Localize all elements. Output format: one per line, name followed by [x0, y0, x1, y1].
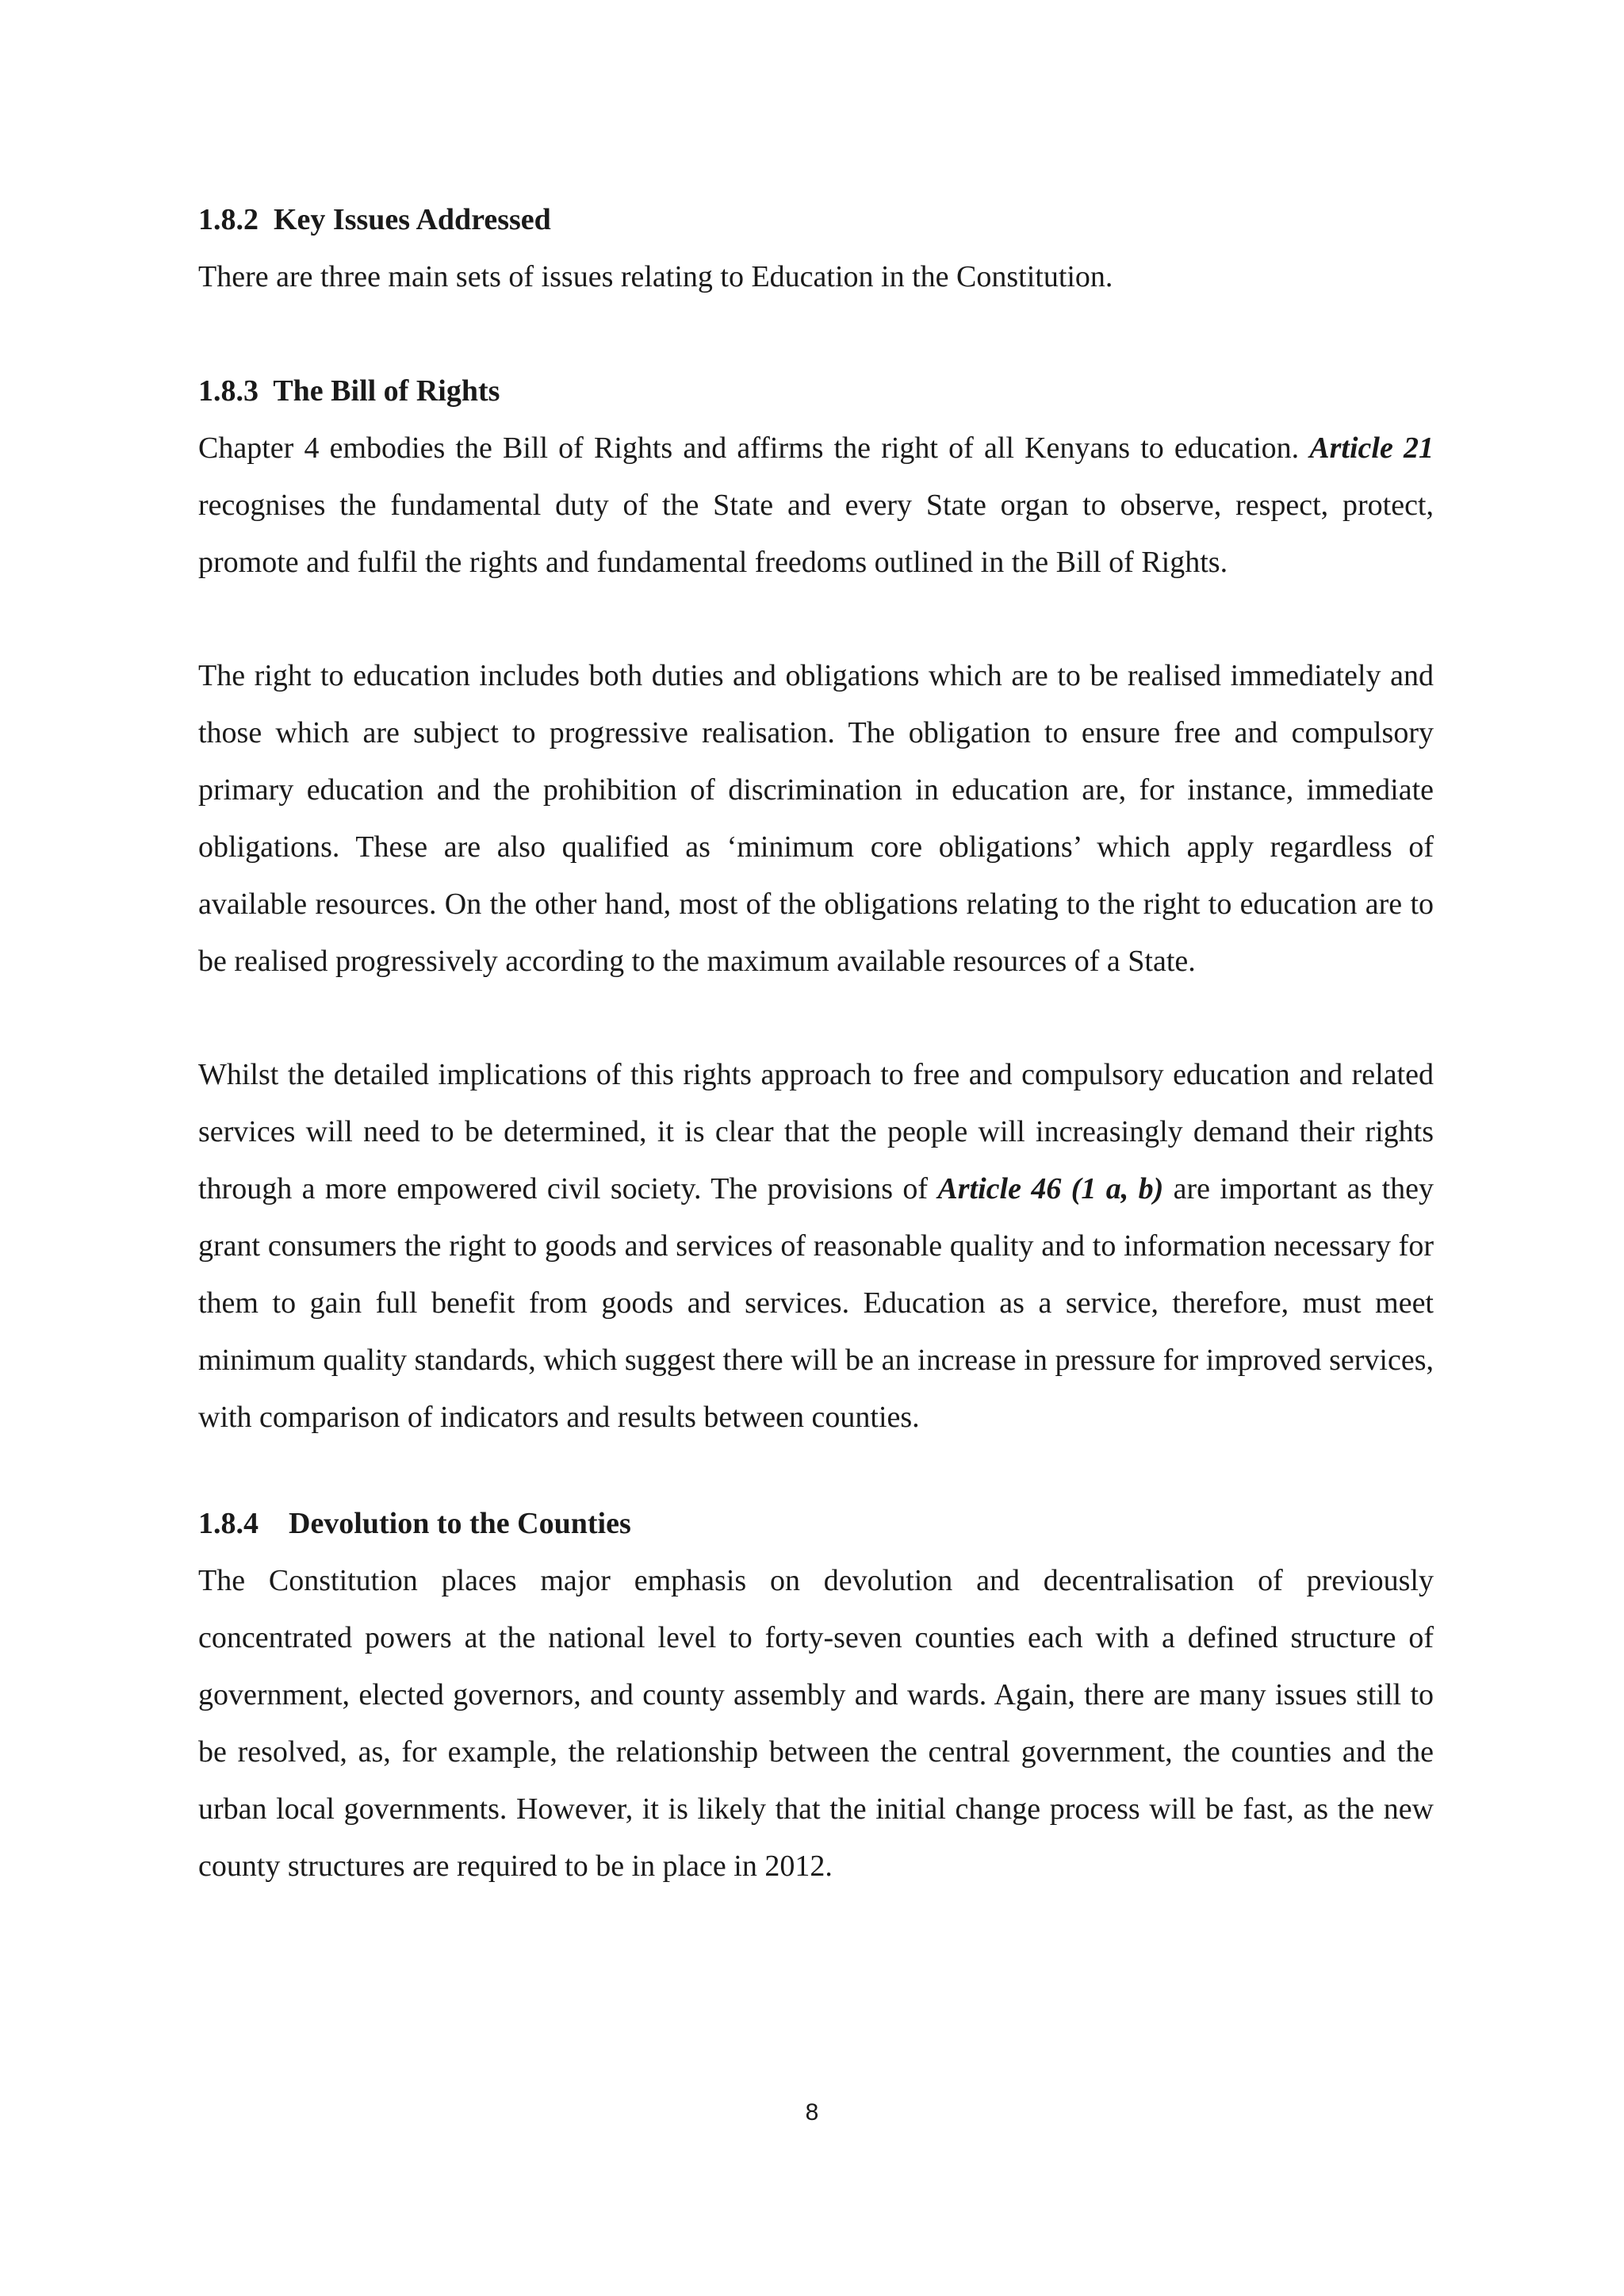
paragraph-bill-of-rights-2: The right to education includes both duties and obligations which are to be realised immediately and those which are subject to progressive realisation. The obligation to ensure free and compulsory primary education and the prohibition of discrimination in education are, for instance, immediate obligations. These are also qualified as ‘minimum core obligations’ which apply regardless of available resources. On the other hand, most of the obligations relating to the right to education are to be realised progressively according to the maximum available resources of a State. [198, 659, 1434, 978]
heading-devolution: 1.8.4 Devolution to the Counties [198, 1507, 631, 1540]
heading-bill-of-rights: 1.8.3 The Bill of Rights [198, 374, 500, 408]
heading-key-issues: 1.8.2 Key Issues Addressed [198, 203, 551, 236]
text-run: are important as they grant consumers the right to goods and services of reasonable quality and to information necessary for them to gain full benefit from goods and services. Education as a service, therefore, must meet minimum quality standards, which suggest there will be an increase in pressure for improved services, with comparison of indicators and results between counties. [198, 1172, 1434, 1434]
paragraph-bill-of-rights-1 [198, 420, 1434, 591]
article-46-reference: Article 46 (1 a, b) [937, 1172, 1164, 1205]
paragraph-key-issues: There are three main sets of issues relating to Education in the Constitution. [198, 260, 1113, 293]
page-number: 8 [805, 2099, 819, 2125]
article-21-reference: Article 21 [1309, 431, 1434, 465]
text-run: recognises the fundamental duty of the State and every State organ to observe, respect, protect, promote and fulfil the rights and fundamental freedoms outlined in the Bill of Rights. [198, 489, 1434, 579]
paragraph-bill-of-rights-3 [198, 1046, 1434, 1446]
text-run: Chapter 4 embodies the Bill of Rights and affirms the right of all Kenyans to education. [198, 431, 1310, 465]
page-content [198, 191, 1434, 1895]
paragraph-devolution: The Constitution places major emphasis on devolution and decentralisation of previously concentrated powers at the national level to forty-seven counties each with a defined structure of government, elected governors, and county assembly and wards. Again, there are many issues still to be resolved, as, for example, the relationship between the central government, the counties and the urban local governments. However, it is likely that the initial change process will be fast, as the new county structures are required to be in place in 2012. [198, 1564, 1434, 1883]
text-run: Whilst the detailed implications of this rights approach to free and compulsory education and related services will need to be determined, it is clear that the people will increasingly demand their rights through a more empowered civil society. The provisions of [198, 1058, 1434, 1205]
